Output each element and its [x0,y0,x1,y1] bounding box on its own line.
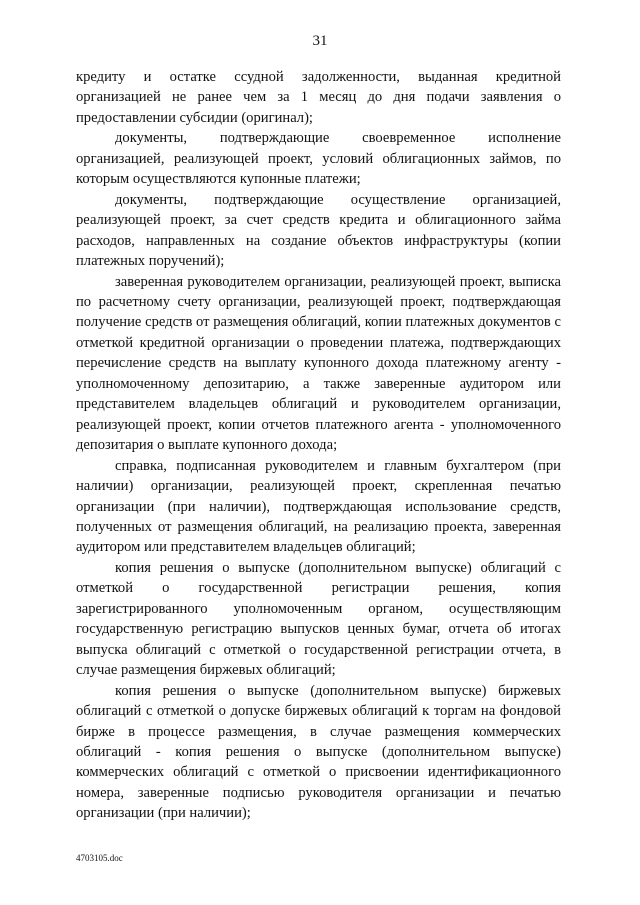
document-filename: 4703105.doc [76,853,123,863]
paragraph-continuation: кредиту и остатке ссудной задолженности, выданная кредитной организацией не ранее чем за 1 месяц до дня подачи заявления о предоставлении субсидии (оригинал); [76,69,561,126]
paragraph: документы, подтверждающие осуществление организацией, реализующей проект, за счет средств кредита и облигационного займа расходов, направленных на создание объектов инфраструктуры (копии платежных поручений); [76,191,561,270]
paragraph: заверенная руководителем организации, реализующей проект, выписка по расчетному счету организации, реализующей проект, подтверждающая получение средств от размещения облигаций, копии платежных документов с отметкой кредитной организации о проведении платежа, подтверждающих перечисление средств на выплату купонного дохода платежному агенту - уполномоченному депозитарию, а также заверенные аудитором или представителем владельцев облигаций и руководителем организации, реализующей проект, копии отчетов платежного агента - уполномоченного депозитария о выплате купонного дохода; [76,273,561,454]
paragraph: копия решения о выпуске (дополнительном выпуске) облигаций с отметкой о государственной регистрации решения, копия зарегистрированного уполномоченным органом, осуществляющим государственную регистрацию выпусков ценных бумаг, отчета об итогах выпуска облигаций с отметкой о государственной регистрации отчета, в случае размещения биржевых облигаций; [76,559,561,679]
document-body [76,67,561,824]
paragraph: документы, подтверждающие своевременное исполнение организацией, реализующей проект, условий облигационных займов, по которым осуществляются купонные платежи; [76,130,561,188]
paragraph: копия решения о выпуске (дополнительном выпуске) биржевых облигаций с отметкой о допуске биржевых облигаций к торгам на фондовой бирже в процессе размещения, в случае размещения коммерческих облигаций - копия решения о выпуске (дополнительном выпуске) коммерческих облигаций с отметкой о присвоении идентификационного номера, заверенные подписью руководителя организации и печатью организации (при наличии); [76,682,561,822]
page-number: 31 [312,33,328,49]
paragraph: справка, подписанная руководителем и главным бухгалтером (при наличии) организации, реализующей проект, скрепленная печатью организации (при наличии), подтверждающая использование средств, полученных от размещения облигаций, на реализацию проекта, заверенная аудитором или представителем владельцев облигаций; [76,457,561,556]
